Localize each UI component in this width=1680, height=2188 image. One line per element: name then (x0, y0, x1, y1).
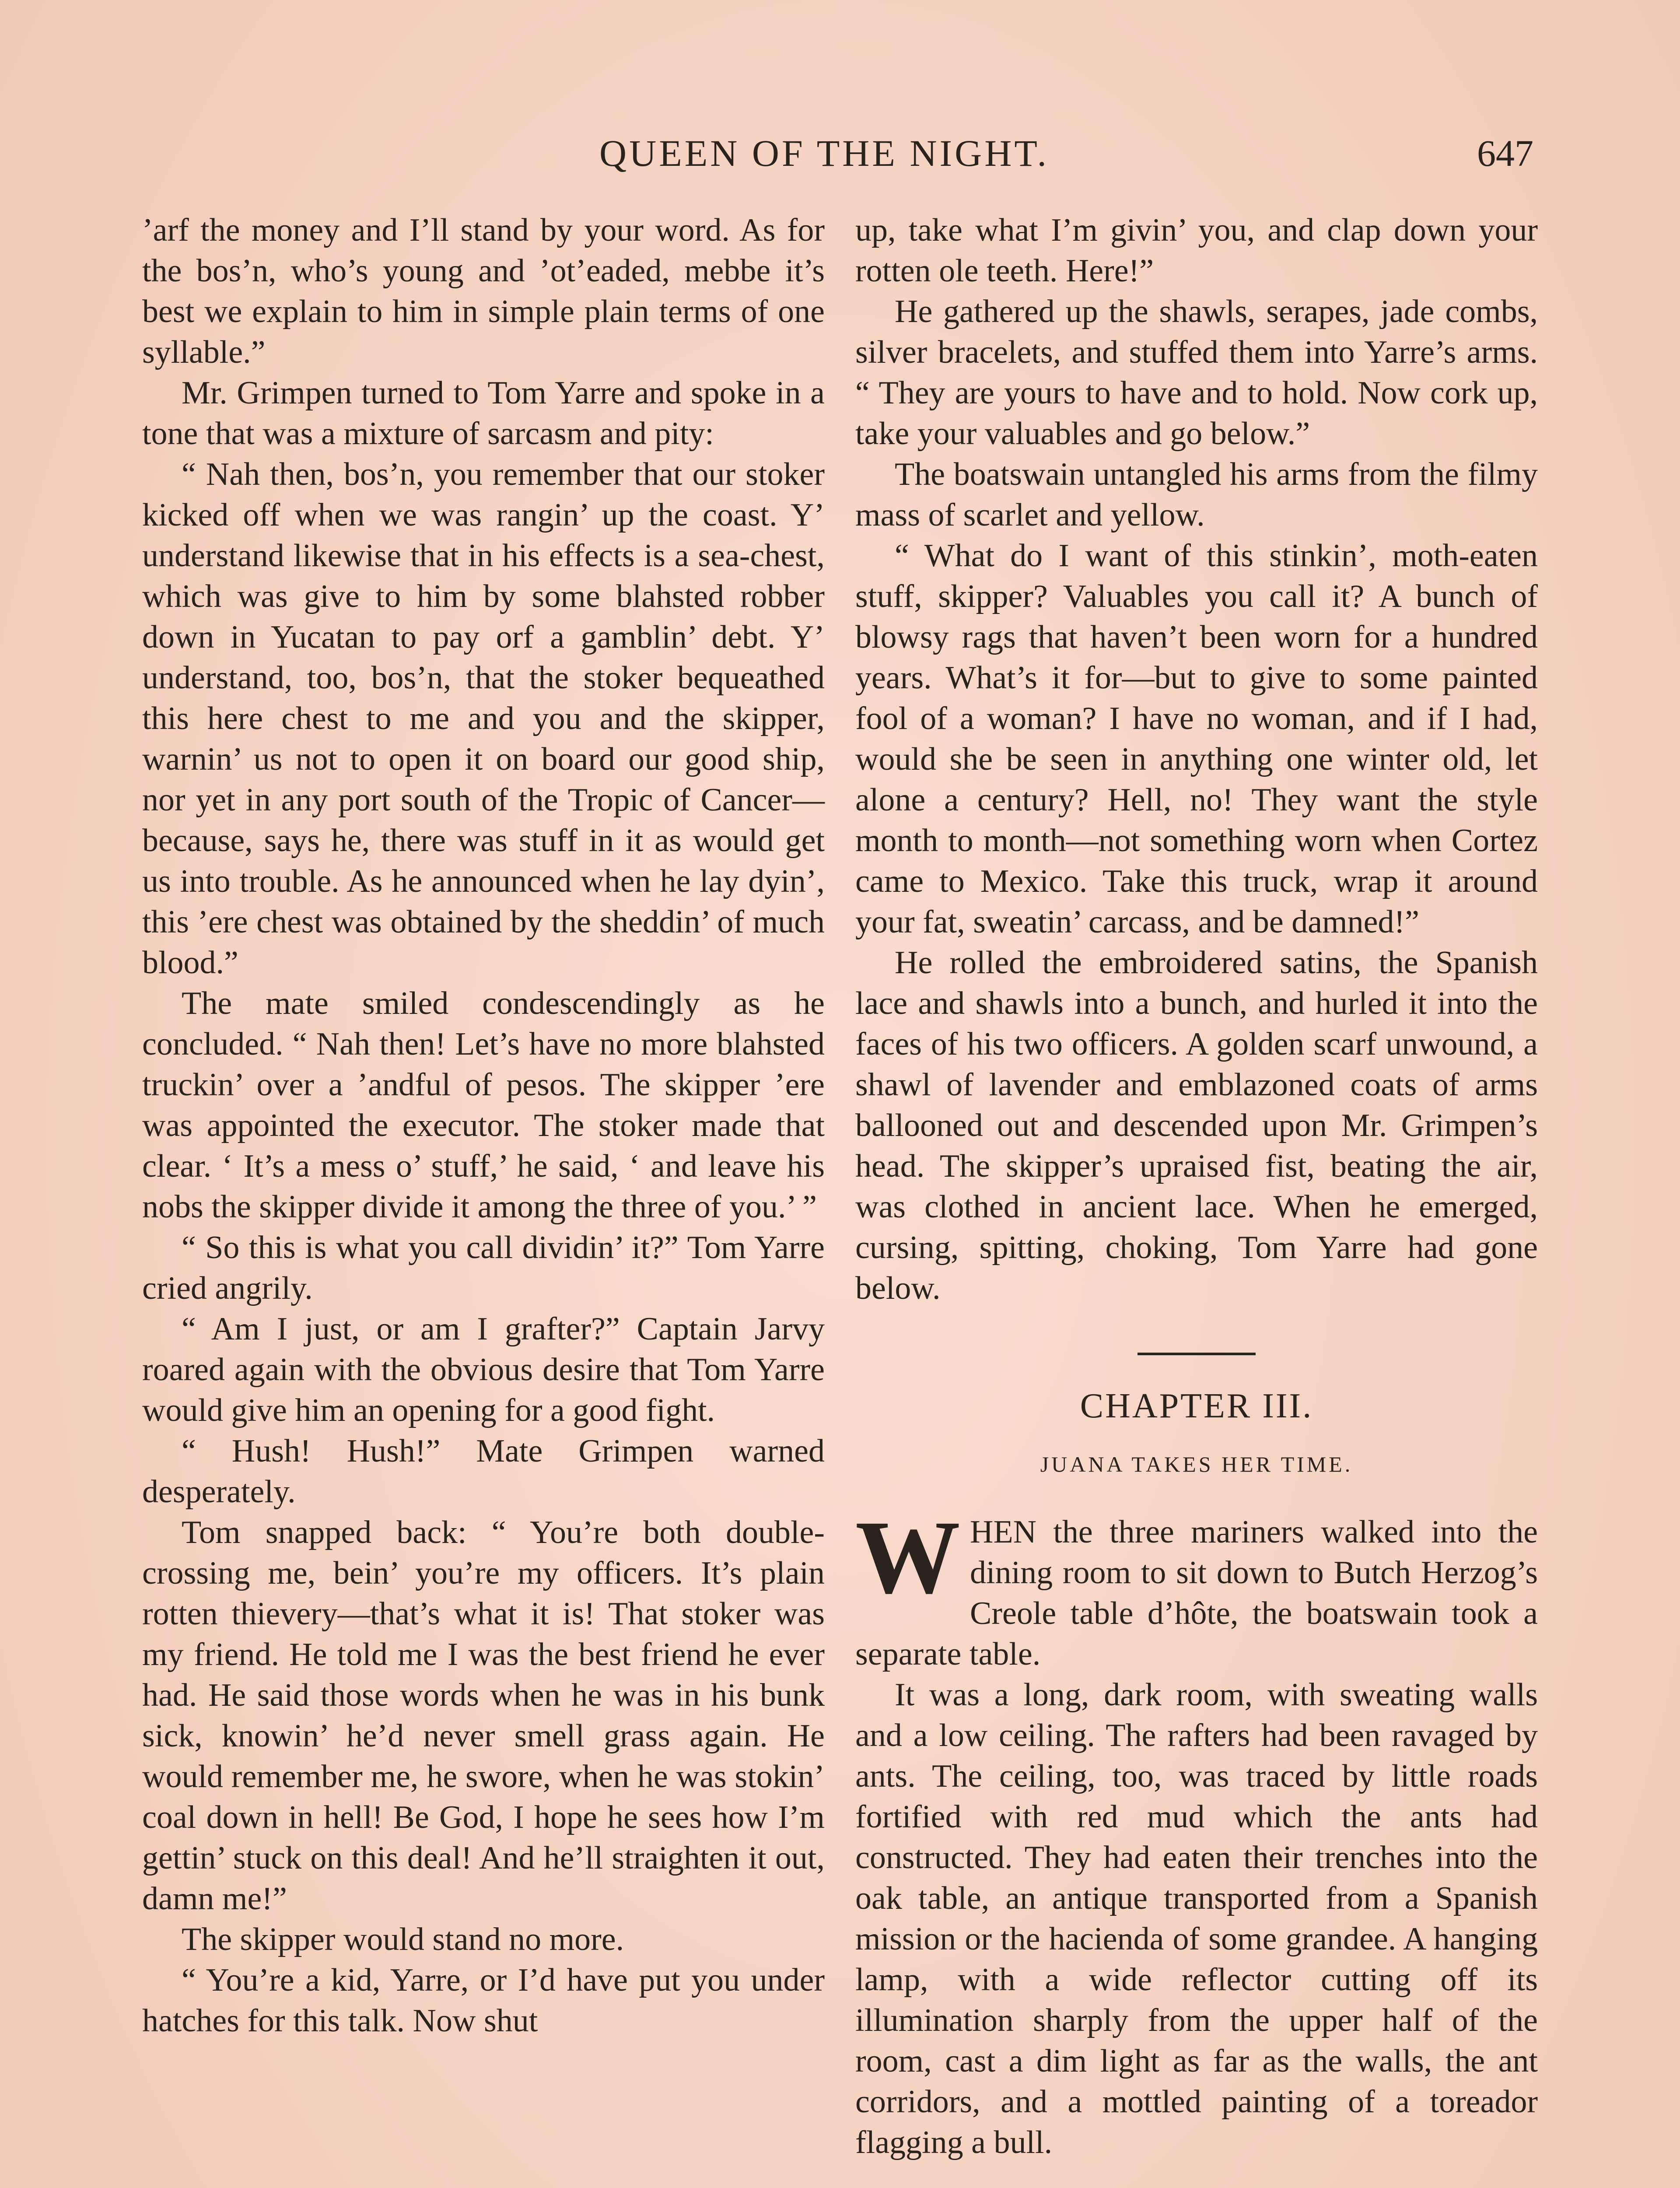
chapter-opening-paragraph (855, 1499, 1538, 1675)
paragraph: It was a long, dark room, with sweating walls and a low ceiling. The rafters had been ravaged by ants. The ceiling, too, was traced by little roads fortified with red mud which the ants had constructed. They had eaten their trenches into the oak table, an antique transported from a Spanish mission or the hacienda of some grandee. A hanging lamp, with a wide reflector cutting off its illumination sharply from the upper half of the room, cast a dim light as far as the walls, the ant corridors, and a mottled painting of a toreador flagging a bull. (855, 1677, 1538, 2160)
paragraph: “ So this is what you call dividin’ it?” Tom Yarre cried angrily. (142, 1230, 825, 1306)
chapter-title: CHAPTER III. (1080, 1387, 1313, 1425)
paragraph: “ You’re a kid, Yarre, or I’d have put you under hatches for this talk. Now shut (142, 1962, 825, 2039)
paragraph-text: HEN the three mariners walked into the dining room to sit down to Butch Herzog’s Creole table d’hôte, the boatswain took a separate table. (855, 1514, 1538, 1672)
paragraph: The mate smiled condescendingly as he concluded. “ Nah then! Let’s have no more blahsted truckin’ over a ’andful of pesos. The skipper ’ere was appointed the executor. The stoker made that clear. ‘ It’s a mess o’ stuff,’ he said, ‘ and leave his nobs the skipper divide it among the three of you.’ ” (142, 985, 825, 1225)
paragraph: “ Am I just, or am I grafter?” Captain Jarvy roared again with the obvious desire that Tom Yarre would give him an opening for a good fight. (142, 1311, 825, 1428)
paragraph: “ Nah then, bos’n, you remember that our stoker kicked off when we was rangin’ up the coast. Y’ understand likewise that in his effects is a sea-chest, which was give to him by some blahsted robber down in Yucatan to pay orf a gamblin’ debt. Y’ understand, too, bos’n, that the stoker bequeathed this here chest to me and you and the skipper, warnin’ us not to open it on board our good ship, nor yet in any port south of the Tropic of Cancer—because, says he, there was stuff in it as would get us into trouble. As he announced when he lay dyin’, this ’ere chest was obtained by the sheddin’ of much blood.” (142, 456, 825, 981)
paragraph: “ Hush! Hush!” Mate Grimpen warned desperately. (142, 1433, 825, 1510)
paragraph: Tom snapped back: “ You’re both double-crossing me, bein’ you’re my officers. It’s plain rotten thievery—that’s what it is! That stoker was my friend. He told me I was the best friend he ever had. He said those words when he was in his bunk sick, knowin’ he’d never smell grass again. He would remember me, he swore, when he was stokin’ coal down in hell! Be God, I hope he sees how I’m gettin’ stuck on this deal! And he’ll straighten it out, damn me!” (142, 1515, 825, 1917)
paragraph: The boatswain untangled his arms from the filmy mass of scarlet and yellow. (855, 456, 1538, 533)
paragraph: He gathered up the shawls, serapes, jade combs, silver bracelets, and stuffed them into Yarre’s arms. “ They are yours to have and to hold. Now cork up, take your valuables and go below.” (855, 294, 1538, 452)
chapter-subtitle: JUANA TAKES HER TIME. (1040, 1452, 1353, 1476)
right-column (855, 210, 1538, 2163)
paragraph: He rolled the embroidered satins, the Spanish lace and shawls into a bunch, and hurled it into the faces of his two officers. A golden scarf unwound, a shawl of lavender and emblazoned coats of arms ballooned out and descended upon Mr. Grimpen’s head. The skipper’s upraised fist, beating the air, was clothed in ancient lace. When he emerged, cursing, spitting, choking, Tom Yarre had gone below. (855, 945, 1538, 1306)
paragraph: The skipper would stand no more. (182, 1922, 624, 1957)
paragraph: “ What do I want of this stinkin’, moth-eaten stuff, skipper? Valuables you call it? A bunch of blowsy rags that haven’t been worn for a hundred years. What’s it for—but to give to some painted fool of a woman? I have no woman, and if I had, would she be seen in anything one winter old, let alone a century? Hell, no! They want the style month to month—not something worn when Cortez came to Mexico. Take this truck, wrap it around your fat, sweatin’ carcass, and be damned!” (855, 538, 1538, 940)
drop-cap: W (855, 1499, 960, 1615)
left-column (142, 210, 825, 2041)
running-header: QUEEN OF THE NIGHT. (599, 132, 1050, 174)
paragraph: Mr. Grimpen turned to Tom Yarre and spoke in a tone that was a mixture of sarcasm and pity: (142, 375, 825, 452)
paragraph: ’arf the money and I’ll stand by your word. As for the bos’n, who’s young and ’ot’eaded, mebbe it’s best we explain to him in simple plain terms of one syllable.” (142, 212, 825, 370)
section-divider (1138, 1353, 1256, 1355)
paragraph: up, take what I’m givin’ you, and clap down your rotten ole teeth. Here!” (855, 212, 1538, 289)
page-number: 647 (1477, 132, 1533, 174)
